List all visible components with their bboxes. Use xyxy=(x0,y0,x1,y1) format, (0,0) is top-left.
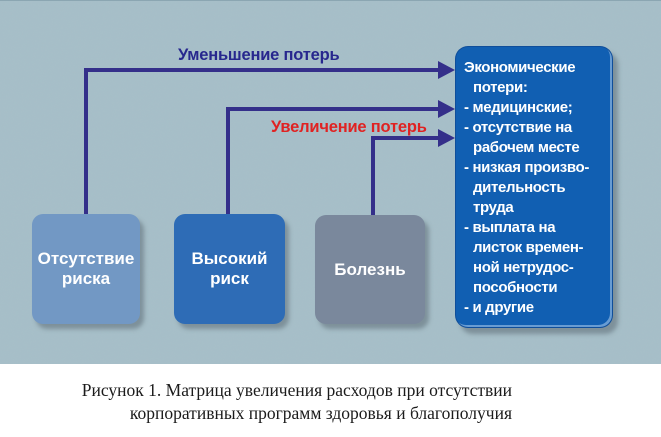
losses-box-item: - низкая произво- xyxy=(464,159,589,176)
losses-box-item: рабочем месте xyxy=(473,139,580,156)
arrow-increase-arrowhead-icon xyxy=(438,129,455,147)
risk-box-no-risk xyxy=(32,214,140,324)
arrow-decrease-vertical-line xyxy=(84,68,88,216)
arrow-decrease-horizontal-line xyxy=(84,68,439,72)
arrow-middle-horizontal-line xyxy=(226,107,439,111)
figure-caption-line2: корпоративных программ здоровья и благополучия xyxy=(129,403,512,423)
figure-caption xyxy=(40,379,512,425)
arrow-middle-vertical-line xyxy=(226,107,230,216)
losses-box-item: - отсутствие на xyxy=(464,119,572,136)
risk-box-illness-label-line1: Болезнь xyxy=(334,259,406,279)
losses-box xyxy=(455,46,613,328)
losses-box-item: пособности xyxy=(473,279,558,296)
risk-box-high-risk-label-line1: Высокий xyxy=(191,249,268,268)
arrow-decrease-arrowhead-icon xyxy=(438,61,455,79)
decrease-losses-label: Уменьшение потерь xyxy=(178,46,340,64)
risk-box-high-risk xyxy=(174,214,285,324)
arrow-increase-vertical-line xyxy=(371,136,375,217)
losses-box-item: листок времен- xyxy=(473,239,584,256)
losses-box-title-line: Экономические xyxy=(464,59,576,76)
increase-losses-label: Увеличение потерь xyxy=(271,118,427,136)
risk-box-no-risk-label-line1: Отсутствие xyxy=(37,249,135,268)
risk-box-illness xyxy=(315,215,425,324)
risk-box-no-risk-label-line2: риска xyxy=(61,269,111,288)
losses-box-item: ной нетрудос- xyxy=(473,259,574,276)
arrow-middle-arrowhead-icon xyxy=(438,100,455,118)
losses-box-item: дительность xyxy=(473,179,566,196)
losses-box-item: труда xyxy=(473,199,514,216)
losses-box-item: - медицинские; xyxy=(464,99,573,116)
figure-caption-line1: Рисунок 1. Матрица увеличения расходов при отсутствии xyxy=(81,380,512,400)
risk-box-high-risk-label-line2: риск xyxy=(210,269,249,288)
losses-box-item: - и другие xyxy=(464,299,534,316)
losses-box-title-line: потери: xyxy=(473,79,528,96)
losses-box-item: - выплата на xyxy=(464,219,556,236)
